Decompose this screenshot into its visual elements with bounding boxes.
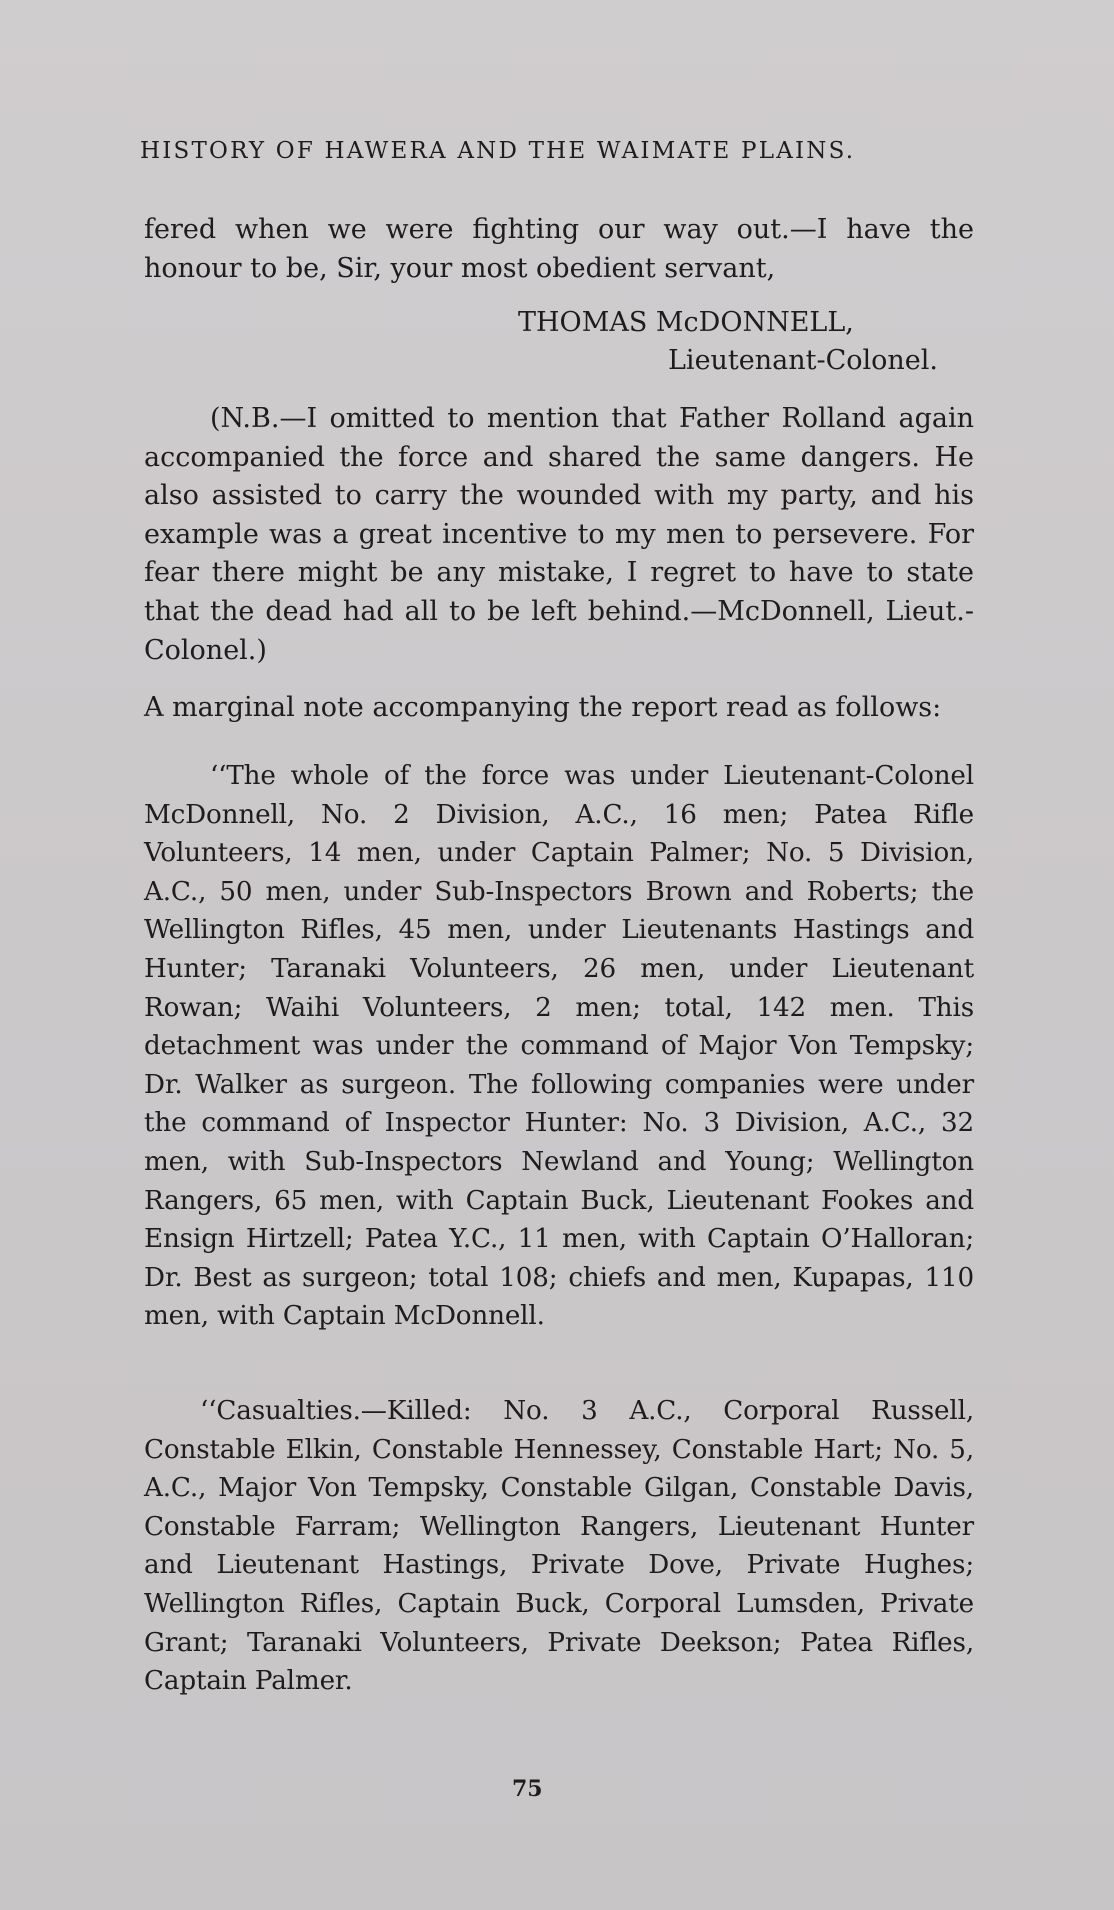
quoted-casualties-paragraph: ‘‘Casualties.—Killed: No. 3 A.C., Corporal Russell, Constable Elkin, Constable Hennessey, Constable Hart; No. 5, A.C., Major Von Tempsky, Constable Gilgan, Constable Davis, Constable Farram; Wellington Rangers, Lieutenant Hunter and Lieutenant Hastings, Private Dove, Private Hughes; Wellington Rifles, Captain Buck, Corporal Lumsden, Private Grant; Taranaki Volunteers, Private Deekson; Patea Rifles, Captain Palmer. xyxy=(144,1396,974,1697)
signature-title: Lieutenant-Colonel. xyxy=(668,345,938,376)
signature-name: THOMAS McDONNELL, xyxy=(518,307,854,338)
running-head: HISTORY OF HAWERA AND THE WAIMATE PLAINS. xyxy=(140,138,856,164)
quoted-force-paragraph: ‘‘The whole of the force was under Lieutenant-Colonel McDonnell, No. 2 Division, A.C., 16 men; Patea Rifle Volunteers, 14 men, under Captain Palmer; No. 5 Division, A.C., 50 men, under Sub-Inspectors Brown and Roberts; the Wellington Rifles, 45 men, under Lieutenants Hastings and Hunter; Taranaki Volunteers, 26 men, under Lieutenant Rowan; Waihi Volunteers, 2 men; total, 142 men. This detachment was under the command of Major Von Tempsky; Dr. Walker as surgeon. The following companies were under the command of Inspector Hunter: No. 3 Division, A.C., 32 men, with Sub-Inspectors Newland and Young; Wellington Rangers, 65 men, with Captain Buck, Lieutenant Fookes and Ensign Hirtzell; Patea Y.C., 11 men, with Captain O’Halloran; Dr. Best as surgeon; total 108; chiefs and men, Kupapas, 110 men, with Captain McDonnell. xyxy=(144,761,974,1332)
marginal-note-intro: A marginal note accompanying the report read as follows: xyxy=(144,692,942,723)
letter-closing-paragraph: fered when we were fighting our way out.—I have the honour to be, Sir, your most obedient servant, xyxy=(144,214,974,284)
nb-paragraph: (N.B.—I omitted to mention that Father Rolland again accompanied the force and shared the same dangers. He also assisted to carry the wounded with my party, and his example was a great incentive to my men to persevere. For fear there might be any mistake, I regret to have to state that the dead had all to be left behind.—McDonnell, Lieut.-Colonel.) xyxy=(144,403,974,666)
page-number: 75 xyxy=(512,1776,543,1802)
